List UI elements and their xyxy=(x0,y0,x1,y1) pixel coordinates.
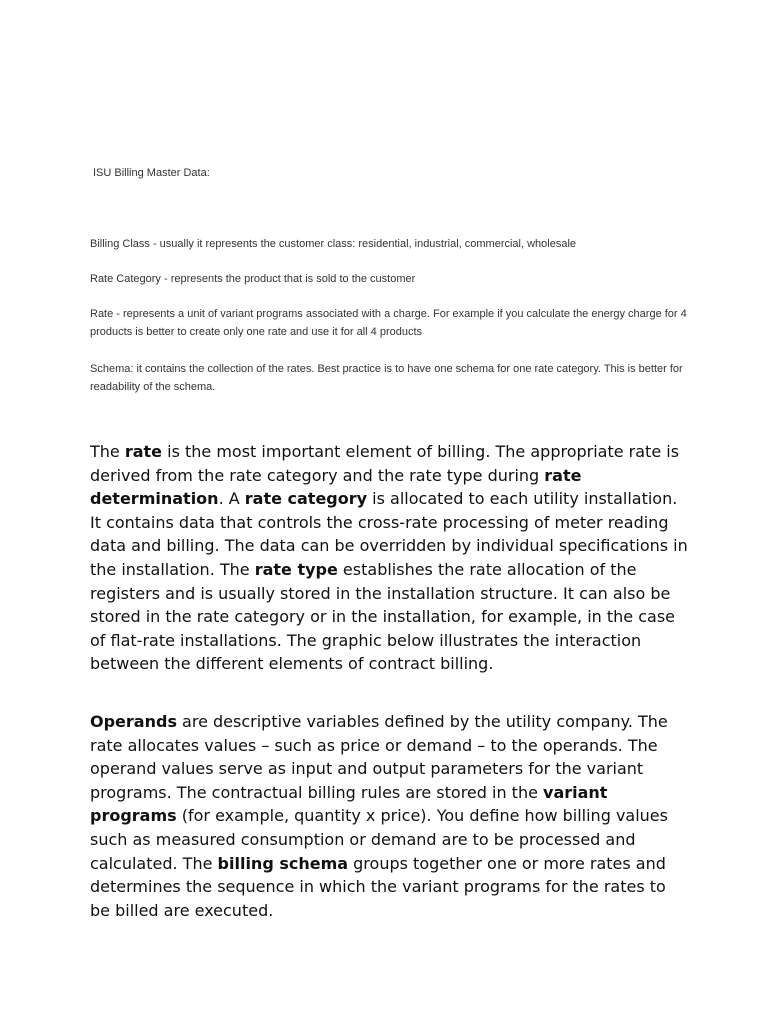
note-billing-class: Billing Class - usually it represents the customer class: residential, industrial, commercial, wholesale xyxy=(90,238,577,250)
section-heading: ISU Billing Master Data: xyxy=(93,167,210,179)
paragraph-operands xyxy=(90,710,690,922)
text-run: . A xyxy=(218,489,245,509)
note-rate-category: Rate Category - represents the product that is sold to the customer xyxy=(90,273,416,285)
text-run: is allocated to each utility installation. It contains data that controls the cross-rate processing of meter reading data and billing. The data can be overridden by individual specifications in the installation. The xyxy=(90,489,688,579)
bold-term-operands: Operands xyxy=(90,712,177,731)
note-schema: Schema: it contains the collection of the rates. Best practice is to have one schema for one rate category. This is better for readability of the schema. xyxy=(90,363,683,393)
text-run: are descriptive variables defined by the utility company. The rate allocates values – such as price or demand – to the operands. The operand values serve as input and output parameters for the variant programs. The contractual billing rules are stored in the xyxy=(90,712,668,802)
bold-term-rate-category: rate category xyxy=(244,489,368,509)
text-run: establishes the rate allocation of the registers and is usually stored in the installation structure. It can also be stored in the rate category or in the installation, for example, in the case of flat-rate installations. The graphic below illustrates the interaction between the different elements of contract billing. xyxy=(90,559,676,674)
bold-term-rate-determination: rate determination xyxy=(90,465,582,509)
bold-term-rate: rate xyxy=(124,442,163,461)
note-rate: Rate - represents a unit of variant programs associated with a charge. For example if you calculate the energy charge for 4 products is better to create only one rate and use it for all 4 products xyxy=(90,308,687,338)
text-run: The xyxy=(90,442,125,461)
bold-term-billing-schema: billing schema xyxy=(217,853,349,873)
bold-term-variant-programs: variant programs xyxy=(90,782,608,826)
paragraph-rate xyxy=(90,440,690,676)
bold-term-rate-type: rate type xyxy=(254,559,338,579)
text-run: is the most important element of billing. The appropriate rate is derived from the rate category and the rate type during xyxy=(90,442,680,485)
text-run: groups together one or more rates and determines the sequence in which the variant programs for the rates to be billed are executed. xyxy=(90,853,666,920)
text-run: (for example, quantity x price). You define how billing values such as measured consumption or demand are to be processed and calculated. The xyxy=(90,806,668,873)
